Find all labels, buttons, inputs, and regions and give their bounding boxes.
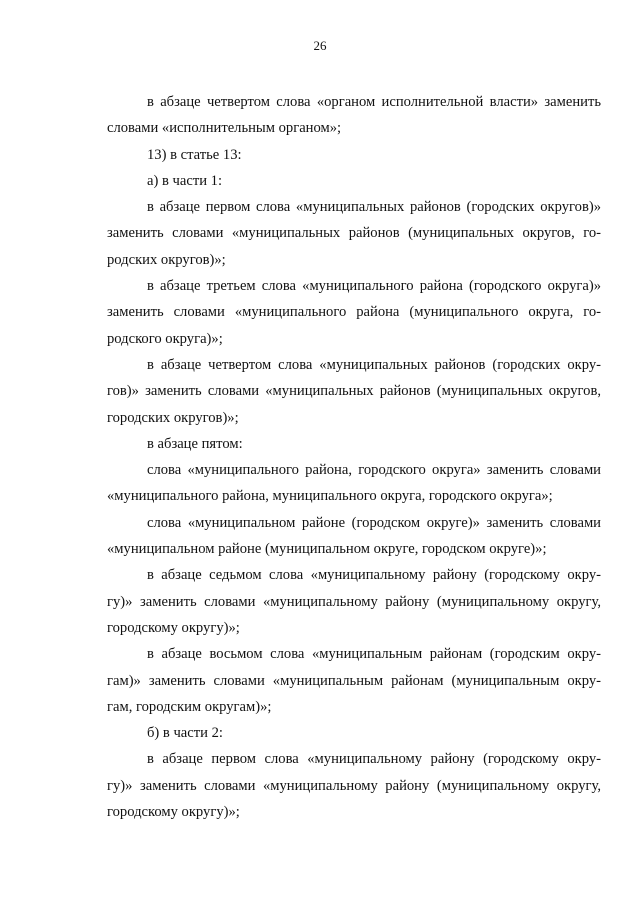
text-line: заменить словами «муниципального района (муниципального округа, го- — [107, 304, 601, 321]
text-line: словами «исполнительным органом»; — [107, 120, 342, 137]
text-line: в абзаце четвертом слова «органом исполнительной власти» заменить — [147, 94, 601, 110]
text-line: городскому округу)»; — [107, 619, 240, 636]
text-line: гу)» заменить словами «муниципальному району (муниципальному округу, — [107, 777, 601, 794]
text-line: в абзаце первом слова «муниципальному району (городскому окру- — [147, 751, 601, 768]
text-line: гам)» заменить словами «муниципальным районам (муниципальным окру- — [107, 672, 601, 689]
text-line: гов)» заменить словами «муниципальных районов (муниципальных округов, — [107, 383, 601, 400]
text-line: в абзаце седьмом слова «муниципальному району (городскому окру- — [147, 567, 601, 584]
text-line: б) в части 2: — [147, 725, 223, 742]
text-line: гу)» заменить словами «муниципальному району (муниципальному округу, — [107, 593, 601, 610]
text-line: в абзаце третьем слова «муниципального района (городского округа)» — [147, 278, 601, 295]
text-line: заменить словами «муниципальных районов (муниципальных округов, го- — [107, 225, 601, 242]
text-line: слова «муниципальном районе (городском округе)» заменить словами — [147, 514, 601, 531]
page-number: 26 — [313, 38, 327, 53]
text-line: в абзаце пятом: — [147, 435, 243, 452]
text-line: родского округа)»; — [107, 330, 223, 347]
text-line: родских округов)»; — [107, 251, 226, 268]
document-body — [107, 89, 601, 825]
text-line: в абзаце первом слова «муниципальных районов (городских округов)» — [147, 199, 601, 216]
text-line: «муниципальном районе (муниципальном округе, городском округе)»; — [107, 541, 547, 558]
text-line: в абзаце четвертом слова «муниципальных районов (городских окру- — [147, 356, 601, 373]
text-line: городских округов)»; — [107, 409, 239, 426]
text-line: гам, городским округам)»; — [107, 698, 272, 715]
text-line: 13) в статье 13: — [147, 146, 242, 163]
text-line: а) в части 1: — [147, 172, 223, 189]
text-line: в абзаце восьмом слова «муниципальным районам (городским окру- — [147, 646, 601, 663]
text-line: городскому округу)»; — [107, 804, 240, 821]
text-line: «муниципального района, муниципального округа, городского округа»; — [107, 488, 553, 505]
text-line: слова «муниципального района, городского округа» заменить словами — [147, 462, 601, 479]
